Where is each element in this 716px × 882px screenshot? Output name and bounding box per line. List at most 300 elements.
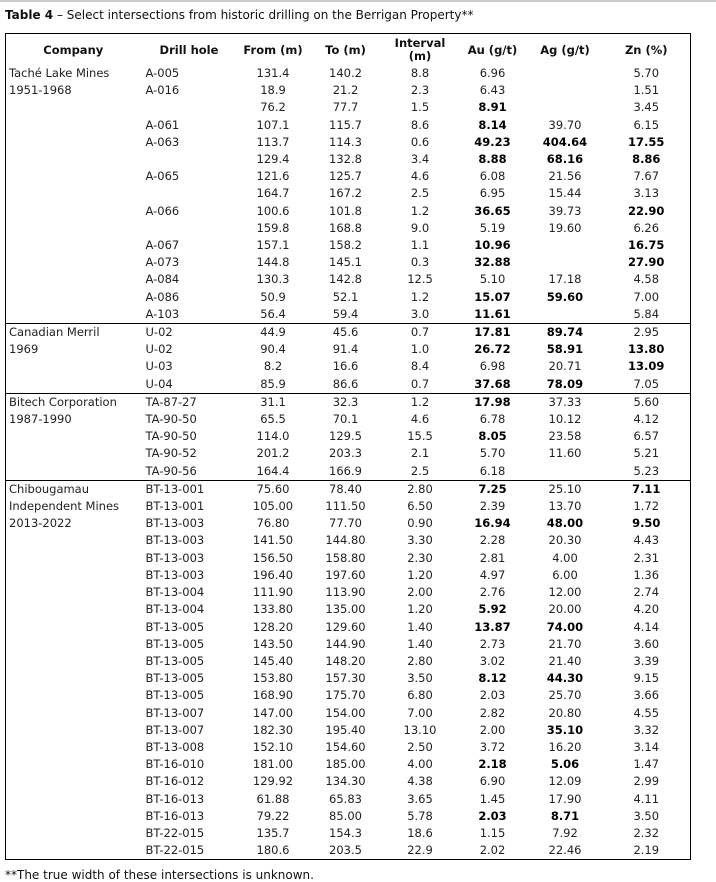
cell-company <box>6 480 141 859</box>
cell-to: 32.3 <box>332 394 359 409</box>
company-name: Taché Lake Mines <box>9 66 110 80</box>
cell-au: 2.39 <box>479 499 506 514</box>
cell-au: 5.19 <box>479 220 506 235</box>
cell-interval: 0.90 <box>407 516 433 531</box>
cell-interval: 4.00 <box>407 757 433 772</box>
cell-ag <box>528 463 603 481</box>
cell-interval: 3.0 <box>410 306 430 321</box>
cell-hole: A-061 <box>145 117 180 132</box>
cell-interval: 12.5 <box>407 272 433 287</box>
cell-zn: 1.72 <box>633 499 660 514</box>
cell-hole: TA-90-50 <box>145 412 197 427</box>
cell-au: 6.95 <box>479 186 506 201</box>
cell-to: 125.7 <box>329 169 362 184</box>
cell-from: 143.50 <box>252 636 294 651</box>
cell-interval: 2.5 <box>410 463 430 478</box>
cell-to: 203.5 <box>329 843 362 858</box>
column-header-au-g-t: Au (g/t) <box>467 42 518 57</box>
cell-from: 121.6 <box>256 169 290 184</box>
cell-zn: 3.39 <box>633 653 660 668</box>
cell-to: 168.8 <box>329 220 362 235</box>
cell-zn: 17.55 <box>628 134 665 149</box>
cell-au: 3.02 <box>479 653 506 668</box>
cell-zn: 9.50 <box>632 516 661 531</box>
cell-ag: 22.46 <box>548 843 582 858</box>
column-header-drill-hole: Drill hole <box>159 42 219 57</box>
column-header-ag-g-t: Ag (g/t) <box>540 42 590 57</box>
cell-from: 18.9 <box>260 83 286 98</box>
cell-from: 152.10 <box>252 739 294 754</box>
cell-au: 5.92 <box>478 602 507 617</box>
cell-interval: 4.38 <box>407 774 433 789</box>
cell-interval: 15.5 <box>407 429 433 444</box>
cell-zn: 2.32 <box>633 825 660 840</box>
cell-interval: 2.1 <box>410 446 430 461</box>
cell-au: 6.08 <box>479 169 506 184</box>
cell-au: 7.25 <box>478 481 507 496</box>
cell-au: 32.88 <box>474 255 511 270</box>
cell-ag: 25.10 <box>548 481 582 496</box>
cell-au: 6.43 <box>479 83 506 98</box>
cell-zn: 16.75 <box>628 238 665 253</box>
cell-ag: 25.70 <box>548 688 582 703</box>
cell-interval: 1.2 <box>410 289 430 304</box>
cell-hole: A-073 <box>145 255 180 270</box>
cell-ag: 20.30 <box>548 533 582 548</box>
cell-hole: BT-13-008 <box>145 739 205 754</box>
cell-to: 135.00 <box>325 602 366 617</box>
cell-from: 153.80 <box>252 671 294 686</box>
table-row <box>6 65 691 82</box>
cell-ag: 44.30 <box>546 671 584 686</box>
cell-zn: 5.21 <box>633 446 660 461</box>
cell-au: 2.18 <box>478 757 507 772</box>
cell-hole: BT-22-015 <box>145 825 205 840</box>
cell-au: 11.61 <box>474 306 511 321</box>
cell-au: 6.98 <box>479 359 506 374</box>
cell-zn: 3.66 <box>633 688 660 703</box>
cell-zn: 1.51 <box>633 83 660 98</box>
cell-from: 159.8 <box>256 220 290 235</box>
cell-to: 114.3 <box>329 134 362 149</box>
cell-from: 44.9 <box>260 325 286 340</box>
cell-from: 100.6 <box>256 203 290 218</box>
cell-to: 113.90 <box>325 585 366 600</box>
cell-hole: BT-16-013 <box>145 791 205 806</box>
cell-interval: 2.00 <box>407 585 433 600</box>
table-row <box>6 393 691 411</box>
company-name: Bitech Corporation <box>9 394 117 409</box>
cell-zn: 2.31 <box>633 550 660 565</box>
cell-ag: 6.00 <box>552 567 578 582</box>
cell-au: 6.78 <box>479 412 506 427</box>
cell-hole: BT-13-005 <box>145 619 205 634</box>
cell-to: 129.5 <box>329 429 362 444</box>
cell-ag: 8.71 <box>550 808 580 823</box>
cell-from: 201.2 <box>256 446 290 461</box>
cell-from: 164.7 <box>256 186 290 201</box>
cell-hole: TA-90-56 <box>145 463 197 478</box>
cell-ag: 7.92 <box>552 825 578 840</box>
cell-interval: 1.40 <box>407 619 433 634</box>
cell-hole: A-066 <box>145 203 180 218</box>
cell-au: 6.18 <box>479 463 506 478</box>
table-caption-label: Table 4 <box>5 8 54 22</box>
company-years: 1951-1968 <box>9 83 72 98</box>
cell-au: 26.72 <box>474 342 511 357</box>
cell-zn: 13.09 <box>628 359 665 374</box>
cell-interval: 3.30 <box>407 533 433 548</box>
cell-au: 16.94 <box>474 516 511 531</box>
company-section <box>6 324 691 394</box>
cell-zn: 3.32 <box>633 722 660 737</box>
cell-ag: 10.12 <box>548 412 582 427</box>
cell-ag: 11.60 <box>548 446 582 461</box>
cell-ag: 13.70 <box>548 499 582 514</box>
cell-interval: 9.0 <box>410 220 430 235</box>
cell-hole: U-02 <box>145 342 173 357</box>
company-years: 2013-2022 <box>9 516 72 531</box>
cell-to: 145.1 <box>329 255 362 270</box>
cell-company <box>6 393 141 480</box>
company-name: Chibougamau Independent Mines <box>9 481 120 514</box>
cell-zn: 1.47 <box>633 757 660 772</box>
cell-au: 5.70 <box>479 446 506 461</box>
cell-zn: 2.19 <box>633 843 660 858</box>
cell-from: 133.80 <box>252 602 294 617</box>
cell-interval: 0.3 <box>410 255 430 270</box>
cell-from: 196.40 <box>252 567 294 582</box>
cell-interval: 6.50 <box>407 499 433 514</box>
cell-to: 142.8 <box>329 272 362 287</box>
cell-interval: 3.65 <box>407 791 433 806</box>
cell-to: 144.90 <box>325 636 366 651</box>
cell-to: 70.1 <box>332 412 359 427</box>
cell-interval: 0.6 <box>410 134 430 149</box>
cell-from: 76.2 <box>260 100 286 115</box>
cell-interval: 1.40 <box>407 636 433 651</box>
cell-au: 6.96 <box>479 66 506 80</box>
cell-au: 8.88 <box>478 152 507 167</box>
cell-ag <box>528 99 603 116</box>
cell-hole: BT-13-003 <box>145 516 205 531</box>
cell-ag: 12.09 <box>548 774 582 789</box>
cell-from: 85.9 <box>260 376 286 391</box>
cell-au: 2.82 <box>479 705 506 720</box>
cell-to: 167.2 <box>329 186 362 201</box>
cell-au: 49.23 <box>474 134 511 149</box>
cell-company <box>6 65 141 324</box>
cell-hole <box>141 185 238 202</box>
cell-interval: 0.7 <box>410 376 430 391</box>
cell-to: 154.00 <box>325 705 366 720</box>
cell-interval: 2.80 <box>407 653 433 668</box>
cell-zn: 6.15 <box>633 117 660 132</box>
company-years: 1987-1990 <box>9 412 72 427</box>
cell-ag: 39.70 <box>548 117 582 132</box>
cell-interval: 2.30 <box>407 550 433 565</box>
cell-interval: 1.20 <box>407 567 433 582</box>
cell-zn: 4.14 <box>633 619 660 634</box>
cell-ag: 21.56 <box>548 169 582 184</box>
cell-to: 21.2 <box>332 83 359 98</box>
cell-to: 154.60 <box>325 739 366 754</box>
cell-zn: 1.36 <box>633 567 660 582</box>
cell-to: 158.80 <box>325 550 366 565</box>
cell-from: 181.00 <box>252 757 294 772</box>
cell-to: 154.3 <box>329 825 362 840</box>
cell-from: 65.5 <box>260 412 286 427</box>
cell-au: 17.98 <box>474 394 511 409</box>
cell-interval: 1.2 <box>410 203 430 218</box>
cell-zn: 4.58 <box>633 272 660 287</box>
cell-company <box>6 324 141 394</box>
cell-ag: 68.16 <box>546 152 584 167</box>
cell-to: 65.83 <box>329 791 362 806</box>
cell-to: 85.00 <box>329 808 362 823</box>
cell-hole: A-005 <box>145 66 180 80</box>
cell-interval: 2.5 <box>410 186 430 201</box>
cell-ag: 404.64 <box>542 134 588 149</box>
cell-to: 175.70 <box>325 688 366 703</box>
cell-interval: 1.0 <box>410 342 430 357</box>
cell-ag: 21.70 <box>548 636 582 651</box>
cell-to: 111.50 <box>325 499 366 514</box>
cell-to: 185.00 <box>325 757 366 772</box>
cell-to: 203.3 <box>329 446 362 461</box>
cell-au: 17.81 <box>474 325 511 340</box>
cell-ag <box>528 65 603 82</box>
cell-zn: 2.74 <box>633 585 660 600</box>
cell-au: 2.73 <box>479 636 506 651</box>
cell-zn: 2.95 <box>633 325 660 340</box>
table-header-row <box>6 34 691 66</box>
cell-to: 197.60 <box>325 567 366 582</box>
cell-to: 132.8 <box>329 152 362 167</box>
cell-hole: BT-16-012 <box>145 774 205 789</box>
cell-zn: 7.05 <box>633 376 660 391</box>
cell-au: 2.81 <box>479 550 506 565</box>
company-section <box>6 393 691 480</box>
cell-au: 36.65 <box>474 203 511 218</box>
drill-results-table <box>5 33 691 860</box>
cell-au: 8.05 <box>478 429 507 444</box>
cell-from: 129.92 <box>252 774 294 789</box>
cell-from: 128.20 <box>252 619 294 634</box>
document-page <box>0 2 716 882</box>
cell-from: 8.2 <box>263 359 283 374</box>
cell-hole: U-02 <box>145 325 173 340</box>
footnote: **The true width of these intersections is unknown. <box>5 868 314 882</box>
cell-interval: 8.6 <box>410 117 430 132</box>
cell-from: 164.4 <box>256 463 290 478</box>
cell-zn: 3.45 <box>633 100 660 115</box>
cell-au: 2.03 <box>479 688 506 703</box>
cell-interval: 18.6 <box>407 825 433 840</box>
cell-hole: BT-13-005 <box>145 688 205 703</box>
cell-ag: 15.44 <box>548 186 582 201</box>
cell-zn: 5.70 <box>633 66 660 80</box>
cell-zn: 6.26 <box>633 220 660 235</box>
cell-to: 129.60 <box>325 619 366 634</box>
cell-zn: 9.15 <box>633 671 660 686</box>
cell-hole: U-04 <box>145 376 173 391</box>
cell-hole: TA-87-27 <box>145 394 197 409</box>
cell-zn: 4.11 <box>633 791 660 806</box>
cell-hole: A-103 <box>145 306 180 321</box>
cell-hole: BT-13-003 <box>145 567 205 582</box>
cell-hole: A-065 <box>145 169 180 184</box>
column-header-interval-m: Interval (m) <box>394 36 446 63</box>
cell-hole: BT-13-001 <box>145 499 205 514</box>
cell-to: 101.8 <box>329 203 362 218</box>
cell-interval: 7.00 <box>407 705 433 720</box>
cell-hole: BT-13-007 <box>145 722 205 737</box>
cell-hole <box>141 151 238 168</box>
cell-hole: BT-13-003 <box>145 533 205 548</box>
cell-interval: 1.1 <box>410 238 430 253</box>
cell-zn: 4.12 <box>633 412 660 427</box>
cell-from: 141.50 <box>252 533 294 548</box>
cell-hole: BT-13-004 <box>145 585 205 600</box>
cell-hole: BT-16-010 <box>145 757 205 772</box>
cell-to: 78.40 <box>329 481 362 496</box>
cell-from: 79.22 <box>256 808 290 823</box>
cell-hole: BT-13-007 <box>145 705 205 720</box>
cell-zn: 4.43 <box>633 533 660 548</box>
cell-interval: 13.10 <box>403 722 437 737</box>
cell-from: 131.4 <box>256 66 290 80</box>
cell-from: 157.1 <box>256 238 290 253</box>
column-header-company: Company <box>43 42 104 57</box>
cell-hole <box>141 99 238 116</box>
cell-au: 10.96 <box>474 238 511 253</box>
column-header-to-m: To (m) <box>325 42 366 57</box>
cell-hole: A-084 <box>145 272 180 287</box>
cell-au: 8.91 <box>478 100 507 115</box>
cell-hole: A-086 <box>145 289 180 304</box>
cell-interval: 1.2 <box>410 394 430 409</box>
cell-to: 91.4 <box>332 342 359 357</box>
cell-hole: A-067 <box>145 238 180 253</box>
cell-ag: 17.90 <box>548 791 582 806</box>
cell-zn: 13.80 <box>628 342 665 357</box>
cell-au: 6.90 <box>479 774 506 789</box>
cell-to: 86.6 <box>332 376 359 391</box>
cell-interval: 1.20 <box>407 602 433 617</box>
cell-hole: TA-90-50 <box>145 429 197 444</box>
company-name: Canadian Merril <box>9 325 100 340</box>
cell-from: 107.1 <box>256 117 290 132</box>
cell-from: 105.00 <box>252 499 294 514</box>
cell-au: 3.72 <box>479 739 506 754</box>
cell-au: 1.15 <box>479 825 506 840</box>
cell-au: 8.12 <box>478 671 507 686</box>
cell-hole: A-016 <box>145 83 180 98</box>
cell-hole: A-063 <box>145 134 180 149</box>
cell-from: 50.9 <box>260 289 286 304</box>
cell-from: 90.4 <box>260 342 286 357</box>
cell-from: 180.6 <box>256 843 290 858</box>
cell-interval: 0.7 <box>410 325 430 340</box>
cell-to: 115.7 <box>329 117 362 132</box>
cell-au: 15.07 <box>474 289 511 304</box>
cell-to: 144.80 <box>325 533 366 548</box>
cell-ag <box>528 237 603 254</box>
cell-ag: 89.74 <box>546 325 584 340</box>
cell-hole: TA-90-52 <box>145 446 197 461</box>
cell-from: 111.90 <box>252 585 294 600</box>
cell-au: 2.03 <box>478 808 507 823</box>
cell-ag: 19.60 <box>548 220 582 235</box>
cell-to: 134.30 <box>325 774 366 789</box>
company-years: 1969 <box>9 342 39 357</box>
cell-to: 166.9 <box>329 463 362 478</box>
cell-interval: 22.9 <box>407 843 433 858</box>
cell-interval: 8.8 <box>410 66 430 80</box>
cell-au: 13.87 <box>474 619 511 634</box>
cell-ag: 21.40 <box>548 653 582 668</box>
cell-from: 135.7 <box>256 825 290 840</box>
cell-from: 129.4 <box>256 152 290 167</box>
cell-ag: 20.71 <box>548 359 582 374</box>
cell-hole: BT-13-005 <box>145 653 205 668</box>
cell-au: 1.45 <box>479 791 506 806</box>
cell-au: 4.97 <box>479 567 506 582</box>
cell-from: 113.7 <box>256 134 290 149</box>
cell-ag: 35.10 <box>546 722 584 737</box>
cell-ag <box>528 306 603 324</box>
cell-ag: 78.09 <box>546 376 584 391</box>
cell-au: 37.68 <box>474 376 511 391</box>
column-header-from-m: From (m) <box>243 42 303 57</box>
cell-interval: 3.4 <box>410 152 430 167</box>
cell-to: 195.40 <box>325 722 366 737</box>
cell-interval: 2.80 <box>407 481 433 496</box>
cell-zn: 5.84 <box>633 306 660 321</box>
cell-from: 61.88 <box>256 791 290 806</box>
cell-from: 114.0 <box>256 429 290 444</box>
cell-ag: 74.00 <box>546 619 584 634</box>
cell-interval: 1.5 <box>410 100 430 115</box>
cell-ag: 58.91 <box>546 342 584 357</box>
cell-zn: 4.55 <box>633 705 660 720</box>
cell-ag <box>528 254 603 271</box>
cell-to: 158.2 <box>329 238 362 253</box>
cell-ag: 39.73 <box>548 203 582 218</box>
cell-zn: 3.60 <box>633 636 660 651</box>
cell-ag: 12.00 <box>548 585 582 600</box>
cell-interval: 4.6 <box>410 169 430 184</box>
cell-to: 140.2 <box>329 66 362 80</box>
cell-interval: 8.4 <box>410 359 430 374</box>
cell-ag: 20.80 <box>548 705 582 720</box>
cell-interval: 2.3 <box>410 83 430 98</box>
company-section <box>6 65 691 324</box>
cell-ag: 5.06 <box>550 757 580 772</box>
cell-from: 145.40 <box>252 653 294 668</box>
cell-interval: 5.78 <box>407 808 433 823</box>
cell-interval: 3.50 <box>407 671 433 686</box>
cell-to: 157.30 <box>325 671 366 686</box>
cell-zn: 3.50 <box>633 808 660 823</box>
cell-zn: 27.90 <box>628 255 665 270</box>
cell-to: 16.6 <box>332 359 359 374</box>
cell-zn: 8.86 <box>632 152 661 167</box>
cell-from: 168.90 <box>252 688 294 703</box>
table-caption-text: – Select intersections from historic drilling on the Berrigan Property** <box>56 8 474 22</box>
cell-hole <box>141 220 238 237</box>
